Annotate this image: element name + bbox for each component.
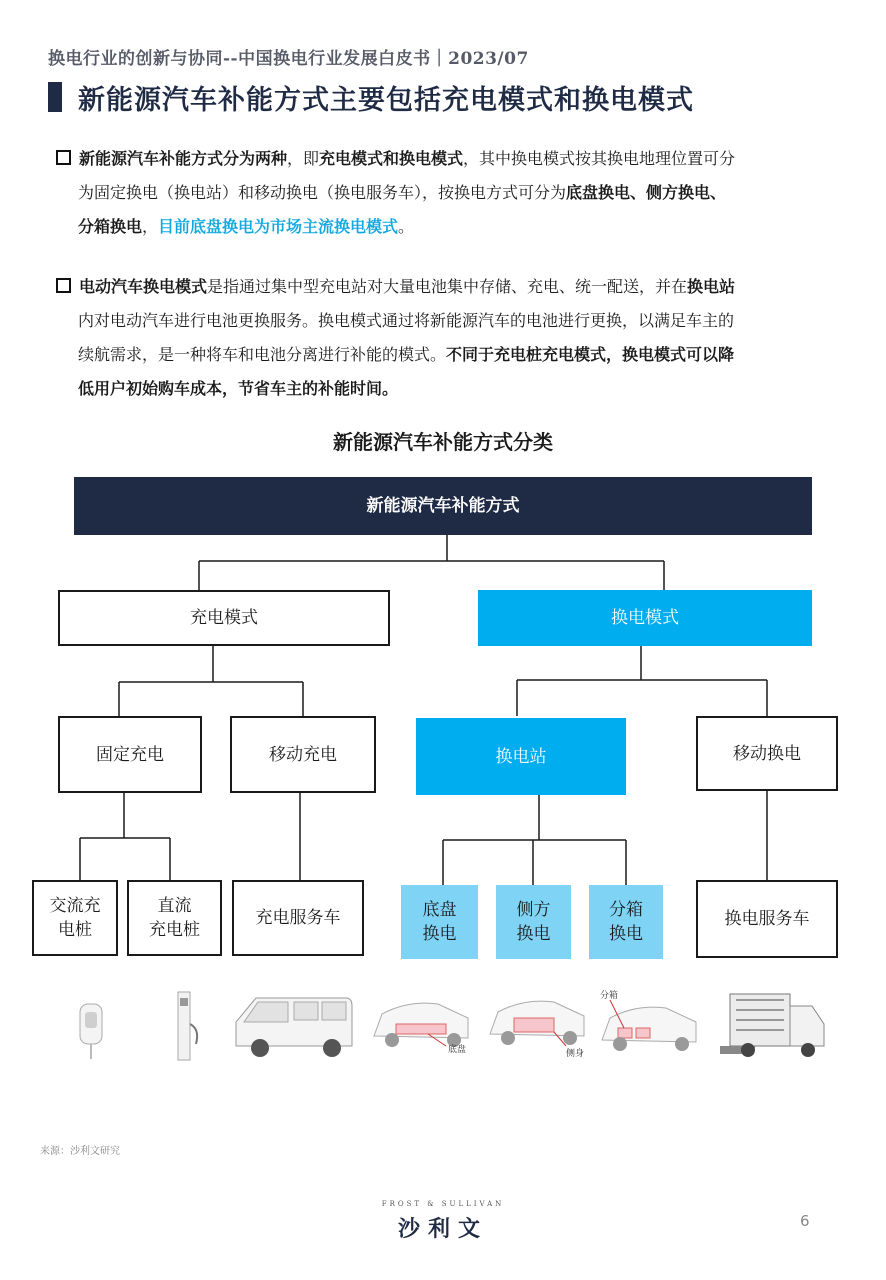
para1-bold-3: 底盘换电、侧方换电、 xyxy=(566,183,727,202)
split-photo-label: 分箱 xyxy=(600,991,619,1001)
side-photo-label: 侧身 xyxy=(566,1049,585,1059)
charge-service-vehicle-node: 充电服务车 xyxy=(232,880,364,956)
dc-charger-image xyxy=(160,984,210,1064)
para1-highlight: 目前底盘换电为市场主流换电模式 xyxy=(158,217,399,236)
para2-text-2: 内对电动汽车进行电池更换服务。换电模式通过将新能源汽车的电池进行更换，以满足车主的 xyxy=(78,311,735,330)
ac-pile-label-1: 交流充 xyxy=(49,896,101,916)
chassis-swap-node xyxy=(401,885,478,959)
figure-title: 新能源汽车补能方式分类 xyxy=(333,430,553,454)
swap-station-node: 换电站 xyxy=(416,718,626,795)
para2-text-3: 续航需求，是一种将车和电池分离进行补能的模式。 xyxy=(78,345,447,364)
para1-text-4: ， xyxy=(142,217,159,236)
ac-pile-node xyxy=(32,880,118,956)
para1-bold-1: 新能源汽车补能方式分为两种 xyxy=(79,149,288,168)
split-box-swap-label-2: 换电 xyxy=(609,924,643,944)
company-logo: 沙利文 xyxy=(397,1216,488,1242)
para1-text-3: 为固定换电（换电站）和移动换电（换电服务车），按换电方式可分为 xyxy=(78,183,567,202)
charge-service-van-image xyxy=(228,984,358,1064)
para2-text-1: 是指通过集中型充电站对大量电池集中存储、充电、统一配送，并在 xyxy=(207,277,688,296)
chassis-swap-car-image xyxy=(368,984,478,1064)
para2-bold-3: 不同于充电桩充电模式，换电模式可以降 xyxy=(446,345,735,364)
logo-subtitle: FROST & SULLIVAN xyxy=(381,1200,505,1208)
chassis-swap-label-2: 换电 xyxy=(422,924,457,944)
page-number: 6 xyxy=(800,1212,810,1230)
para2-bold-1: 电动汽车换电模式 xyxy=(79,277,208,296)
split-box-swap-car-image xyxy=(596,984,704,1064)
para1-text-2: ，其中换电模式按其换电地理位置可分 xyxy=(463,149,736,168)
side-swap-label-2: 换电 xyxy=(516,924,551,944)
swap-service-truck-image xyxy=(716,984,834,1064)
para1-bold-4: 分箱换电 xyxy=(78,217,143,236)
split-box-swap-label-1: 分箱 xyxy=(609,900,643,920)
dc-pile-label-2: 充电桩 xyxy=(149,920,200,940)
para1-bold-2: 充电模式和换电模式 xyxy=(319,149,464,168)
chassis-photo-label: 底盘 xyxy=(448,1045,467,1055)
root-node: 新能源汽车补能方式 xyxy=(74,477,812,535)
fixed-charge-node: 固定充电 xyxy=(58,716,202,793)
side-swap-car-image xyxy=(484,984,592,1064)
ac-charger-image xyxy=(60,984,120,1064)
para1-text-1: ，即 xyxy=(287,149,320,168)
para2-bold-4: 低用户初始购车成本，节省车主的补能时间。 xyxy=(78,379,399,398)
mobile-charge-node: 移动充电 xyxy=(230,716,376,793)
para2-bold-2: 换电站 xyxy=(687,277,736,296)
side-swap-label-1: 侧方 xyxy=(516,900,551,920)
page-title: 新能源汽车补能方式主要包括充电模式和换电模式 xyxy=(78,85,694,116)
side-swap-node xyxy=(496,885,571,959)
swap-mode-node: 换电模式 xyxy=(478,590,812,646)
swap-service-vehicle-node: 换电服务车 xyxy=(696,880,838,958)
para1-text-5: 。 xyxy=(398,217,415,236)
page-header: 换电行业的创新与协同--中国换电行业发展白皮书｜2023/07 xyxy=(48,49,529,69)
source-note: 来源：沙利文研究 xyxy=(40,1146,120,1157)
chassis-swap-label-1: 底盘 xyxy=(422,900,457,920)
dc-pile-label-1: 直流 xyxy=(157,896,192,916)
dc-pile-node xyxy=(127,880,222,956)
ac-pile-label-2: 电桩 xyxy=(58,920,92,940)
split-box-swap-node xyxy=(589,885,663,959)
charge-mode-node: 充电模式 xyxy=(58,590,390,646)
mobile-swap-node: 移动换电 xyxy=(696,716,838,791)
